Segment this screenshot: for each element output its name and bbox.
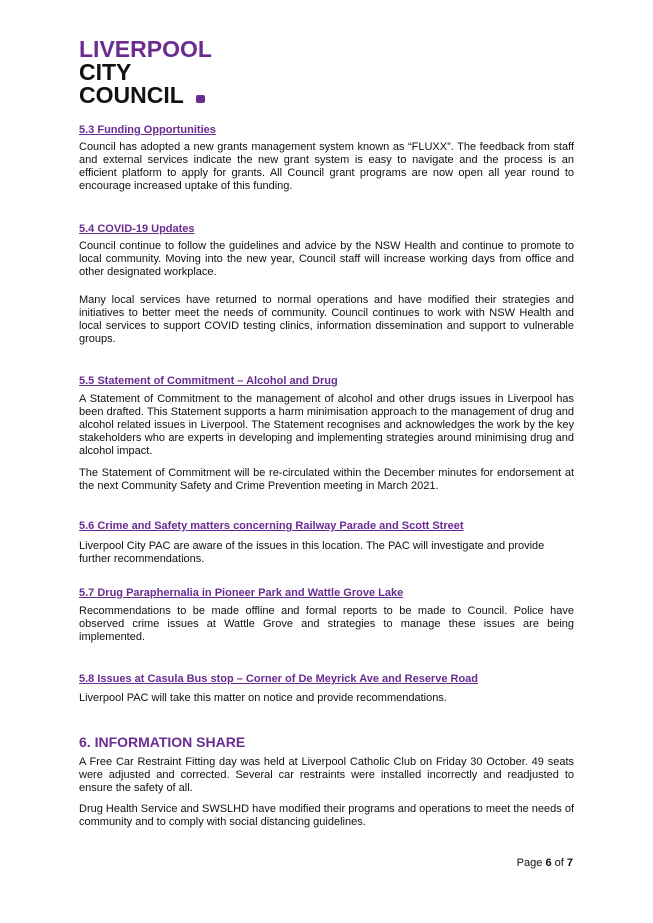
section-5-5-paragraph-2: The Statement of Commitment will be re-circulated within the December minutes for endorsement at the next Community Safety and Crime Prevention meeting in March 2021. [79,467,574,492]
section-heading-5-4: 5.4 COVID-19 Updates [79,223,195,235]
footer-of-label: of [554,857,564,869]
section-5-4-paragraph-1: Council continue to follow the guidelines and advice by the NSW Health and continue to promote to local community. Moving into the new year, Council staff will increase working days from office and other designated workplace. [79,240,574,278]
section-heading-5-3: 5.3 Funding Opportunities [79,124,216,136]
liverpool-city-council-logo [79,37,229,107]
footer-total-pages: 7 [566,857,573,869]
information-share-heading: 6. INFORMATION SHARE [79,734,246,750]
section-5-7-paragraph-1: Recommendations to be made offline and formal reports to be made to Council. Police have observed crime issues at Wattle Grove and strategies to manage these issues are being implemented. [79,605,574,643]
logo-line-2: CITY [79,59,132,85]
section-5-6-paragraph-1: Liverpool City PAC are aware of the issues in this location. The PAC will investigate and provide further recommendations. [79,540,545,565]
section-heading-5-5: 5.5 Statement of Commitment – Alcohol and Drug [79,375,338,387]
information-share-paragraph-1: A Free Car Restraint Fitting day was held at Liverpool Catholic Club on Friday 30 October. 49 seats were adjusted and corrected. Several car restraints were installed incorrectly and readjusted to ensure the safety of all. [79,756,574,794]
logo-dot-icon [196,95,205,103]
page-number-footer [517,857,573,869]
section-heading-5-6: 5.6 Crime and Safety matters concerning Railway Parade and Scott Street [79,520,464,532]
section-heading-5-7: 5.7 Drug Paraphernalia in Pioneer Park and Wattle Grove Lake [79,587,404,599]
footer-page-label: Page [516,857,543,869]
information-share-paragraph-2: Drug Health Service and SWSLHD have modified their programs and operations to meet the needs of community and to comply with social distancing guidelines. [79,803,574,828]
logo-line-3: COUNCIL [79,82,184,107]
footer-page-number: 6 [545,857,552,869]
section-5-8-paragraph-1: Liverpool PAC will take this matter on notice and provide recommendations. [79,692,447,704]
section-5-3-paragraph-1: Council has adopted a new grants management system known as “FLUXX”. The feedback from staff and external services indicate the new grant system is easy to navigate and the process is an efficient platform to apply for grants. All Council grant programs are now open all year round to encourage increased uptake of this funding. [79,141,574,192]
section-5-4-paragraph-2: Many local services have returned to normal operations and have modified their strategies and initiatives to better meet the needs of community. Council continues to work with NSW Health and local services to support COVID testing clinics, information dissemination and support to vulnerable groups. [79,294,574,345]
section-5-5-paragraph-1: A Statement of Commitment to the management of alcohol and other drugs issues in Liverpool has been drafted. This Statement supports a harm minimisation approach to the management of drug and alcohol related issues in Liverpool. The Statement recognises and acknowledges the work by the key stakeholders who are experts in developing and implementing strategies around minimising drug and alcohol impact. [79,393,574,457]
section-heading-5-8: 5.8 Issues at Casula Bus stop – Corner of De Meyrick Ave and Reserve Road [79,673,479,685]
logo-line-1: LIVERPOOL [79,37,212,62]
